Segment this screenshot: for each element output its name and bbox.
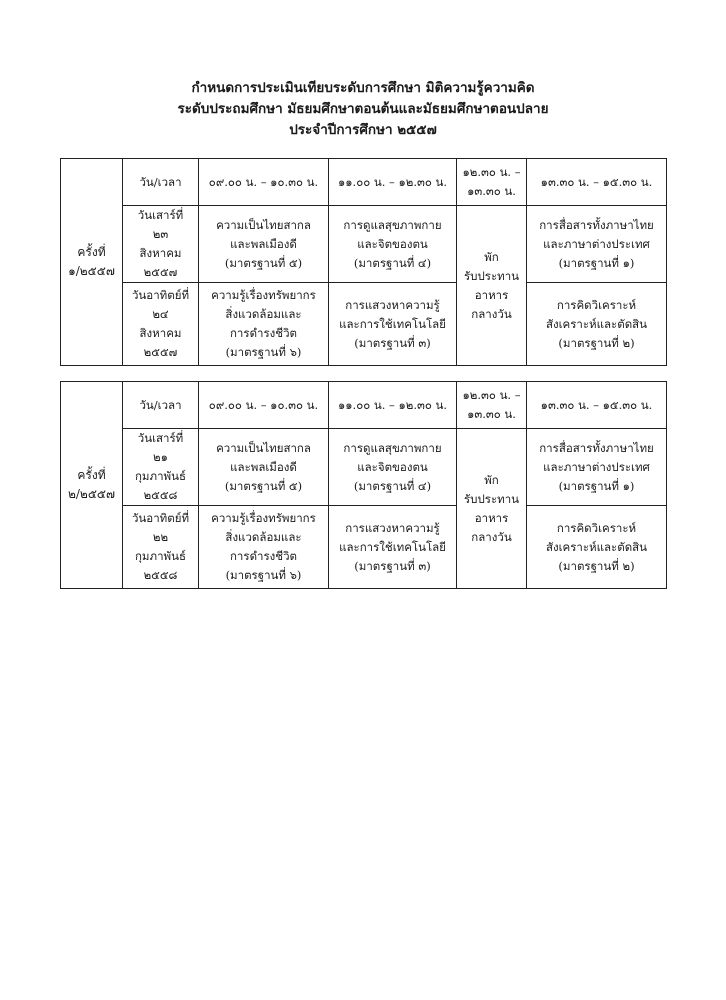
header-slot-1: ๐๙.๐๐ น. – ๑๐.๓๐ น. xyxy=(199,382,329,429)
subject-cell: การคิดวิเคราะห์ สังเคราะห์และตัดสิน (มาตรฐานที่ ๒) xyxy=(527,506,667,589)
day-cell: วันอาทิตย์ที่ ๒๒ กุมภาพันธ์ ๒๕๕๘ xyxy=(123,506,199,589)
header-slot-1: ๐๙.๐๐ น. – ๑๐.๓๐ น. xyxy=(199,159,329,206)
header-slot-3: ๑๒.๓๐ น. – ๑๓.๓๐ น. xyxy=(457,382,527,429)
round-number: ๒/๒๕๕๗ xyxy=(67,487,116,501)
day-cell: วันอาทิตย์ที่ ๒๔ สิงหาคม ๒๕๕๗ xyxy=(123,283,199,366)
lunch-break-cell: พัก รับประทาน อาหาร กลางวัน xyxy=(457,206,527,366)
subject-cell: การสื่อสารทั้งภาษาไทย และภาษาต่างประเทศ (มาตรฐานที่ ๑) xyxy=(527,206,667,283)
header-slot-2: ๑๑.๐๐ น. – ๑๒.๓๐ น. xyxy=(329,159,457,206)
round-number: ๑/๒๕๕๗ xyxy=(68,264,115,278)
title-line-3: ประจำปีการศึกษา ๒๕๕๗ xyxy=(289,122,437,138)
subject-cell: ความเป็นไทยสากล และพลเมืองดี (มาตรฐานที่ ๕) xyxy=(199,429,329,506)
header-row xyxy=(61,159,667,206)
subject-cell: การสื่อสารทั้งภาษาไทย และภาษาต่างประเทศ (มาตรฐานที่ ๑) xyxy=(527,429,667,506)
lunch-break-cell: พัก รับประทาน อาหาร กลางวัน xyxy=(457,429,527,589)
header-slot-4: ๑๓.๓๐ น. – ๑๕.๓๐ น. xyxy=(527,159,667,206)
schedule-table-round-1 xyxy=(60,158,667,366)
subject-cell: การคิดวิเคราะห์ สังเคราะห์และตัดสิน (มาตรฐานที่ ๒) xyxy=(527,283,667,366)
subject-cell: การดูแลสุขภาพกาย และจิตของตน (มาตรฐานที่ ๔) xyxy=(329,429,457,506)
subject-cell: การดูแลสุขภาพกาย และจิตของตน (มาตรฐานที่ ๔) xyxy=(329,206,457,283)
title-line-2: ระดับประถมศึกษา มัธยมศึกษาตอนต้นและมัธยมศึกษาตอนปลาย xyxy=(177,101,549,117)
round-cell xyxy=(61,382,123,589)
round-label: ครั้งที่ xyxy=(77,468,106,482)
round-label: ครั้งที่ xyxy=(77,245,106,259)
table-row xyxy=(61,429,667,506)
header-slot-2: ๑๑.๐๐ น. – ๑๒.๓๐ น. xyxy=(329,382,457,429)
day-cell: วันเสาร์ที่ ๒๓ สิงหาคม ๒๕๕๗ xyxy=(123,206,199,283)
table-row xyxy=(61,506,667,589)
subject-cell: ความเป็นไทยสากล และพลเมืองดี (มาตรฐานที่ ๕) xyxy=(199,206,329,283)
subject-cell: ความรู้เรื่องทรัพยากร สิ่งแวดล้อมและ การดำรงชีวิต (มาตรฐานที่ ๖) xyxy=(199,283,329,366)
subject-cell: การแสวงหาความรู้ และการใช้เทคโนโลยี (มาตรฐานที่ ๓) xyxy=(329,283,457,366)
day-cell: วันเสาร์ที่ ๒๑ กุมภาพันธ์ ๒๕๕๘ xyxy=(123,429,199,506)
header-row xyxy=(61,382,667,429)
subject-cell: ความรู้เรื่องทรัพยากร สิ่งแวดล้อมและ การดำรงชีวิต (มาตรฐานที่ ๖) xyxy=(199,506,329,589)
document-title xyxy=(60,78,666,141)
subject-cell: การแสวงหาความรู้ และการใช้เทคโนโลยี (มาตรฐานที่ ๓) xyxy=(329,506,457,589)
header-slot-4: ๑๓.๓๐ น. – ๑๕.๓๐ น. xyxy=(527,382,667,429)
header-slot-3: ๑๒.๓๐ น. – ๑๓.๓๐ น. xyxy=(457,159,527,206)
header-day-time: วัน/เวลา xyxy=(123,159,199,206)
table-row xyxy=(61,283,667,366)
schedule-table-round-2 xyxy=(60,381,667,589)
title-line-1: กำหนดการประเมินเทียบระดับการศึกษา มิติความรู้ความคิด xyxy=(191,80,535,96)
header-day-time: วัน/เวลา xyxy=(123,382,199,429)
table-row xyxy=(61,206,667,283)
round-cell xyxy=(61,159,123,366)
